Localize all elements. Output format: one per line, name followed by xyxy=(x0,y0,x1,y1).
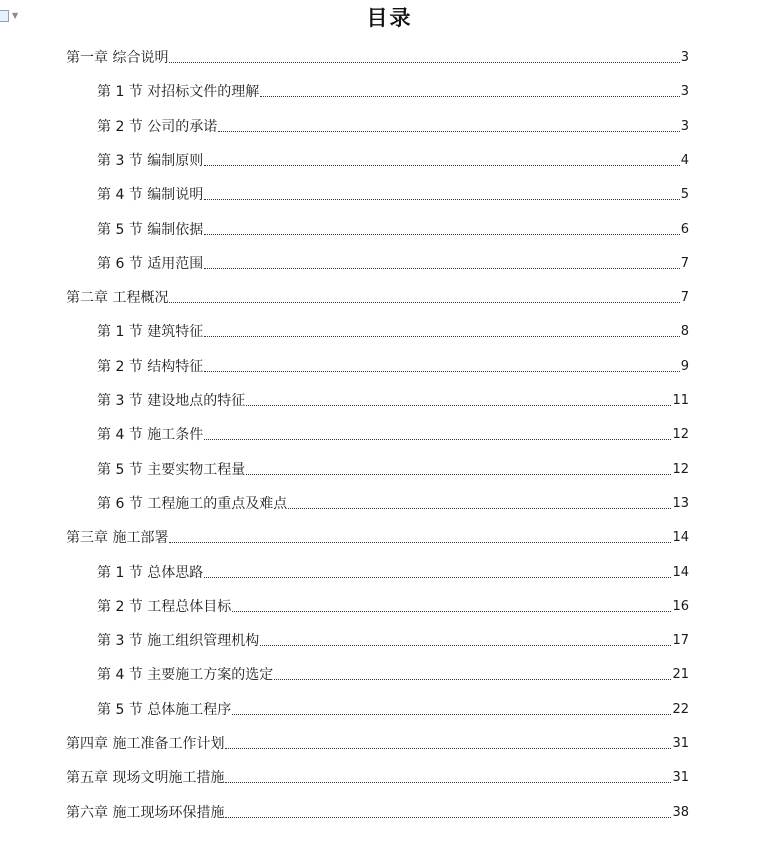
toc-page-number: 12 xyxy=(672,427,689,443)
toc-page-number: 7 xyxy=(680,255,689,271)
dot-leader xyxy=(204,199,679,200)
toc-chapter-entry[interactable] xyxy=(66,528,689,548)
dot-leader xyxy=(260,96,679,97)
toc-section-entry[interactable] xyxy=(97,425,689,445)
dot-leader xyxy=(232,611,671,612)
toc-page-number: 6 xyxy=(680,221,689,237)
toc-entry-label: 第 5 节 总体施工程序 xyxy=(97,701,232,718)
toc-entry-label: 第 2 节 公司的承诺 xyxy=(97,118,218,135)
dot-leader xyxy=(204,577,671,578)
dot-leader xyxy=(246,474,671,475)
toc-entry-label: 第五章 现场文明施工措施 xyxy=(66,770,225,787)
dot-leader xyxy=(204,371,679,372)
toc-entry-label: 第 1 节 建筑特征 xyxy=(97,324,204,341)
dot-leader xyxy=(246,405,671,406)
toc-page-number: 11 xyxy=(672,393,689,408)
toc-section-entry[interactable] xyxy=(97,254,689,274)
toc-entry-label: 第 3 节 编制原则 xyxy=(97,152,204,169)
toc-page-number: 3 xyxy=(680,118,689,134)
dot-leader xyxy=(169,302,679,303)
dot-leader xyxy=(225,817,671,818)
toc-page-number: 17 xyxy=(672,633,689,649)
toc-page-number: 9 xyxy=(680,358,689,374)
dot-leader xyxy=(225,782,671,783)
toc-section-entry[interactable] xyxy=(97,700,689,720)
toc-section-entry[interactable] xyxy=(97,117,689,137)
toc-page-number: 8 xyxy=(680,324,689,340)
toc-page-number: 3 xyxy=(680,50,689,65)
dot-leader xyxy=(169,542,671,543)
toc-entry-label: 第 6 节 适用范围 xyxy=(97,255,204,272)
toc-page-number: 22 xyxy=(672,701,689,717)
dot-leader xyxy=(204,165,679,166)
toc-entry-label: 第 3 节 施工组织管理机构 xyxy=(97,633,260,650)
toc-section-entry[interactable] xyxy=(97,151,689,171)
toc-section-entry[interactable] xyxy=(97,563,689,583)
dot-leader xyxy=(169,62,679,63)
toc-entry-label: 第 2 节 结构特征 xyxy=(97,358,204,375)
toc-page-number: 31 xyxy=(672,736,689,751)
cutoff-next-entry xyxy=(97,834,689,841)
toc-page-number: 38 xyxy=(672,804,689,820)
toc-entry-label: 第 6 节 工程施工的重点及难点 xyxy=(97,495,288,512)
toc-section-entry[interactable] xyxy=(97,322,689,342)
toc-page-number: 3 xyxy=(680,84,689,100)
toc-section-entry[interactable] xyxy=(97,82,689,102)
toc-page-number: 16 xyxy=(672,598,689,614)
toc-entry-label: 第 4 节 主要施工方案的选定 xyxy=(97,667,274,684)
toc-page-number: 21 xyxy=(672,667,689,683)
dot-leader xyxy=(204,439,671,440)
toc-entry-label: 第二章 工程概况 xyxy=(66,290,169,307)
toc-page-number: 12 xyxy=(672,461,689,477)
toc-page-number: 14 xyxy=(672,564,689,580)
toc-entry-label: 第三章 施工部署 xyxy=(66,530,169,547)
page-title: 目录 xyxy=(366,5,413,30)
toc-section-entry[interactable] xyxy=(97,391,689,411)
dot-leader xyxy=(204,336,679,337)
dot-leader xyxy=(232,714,671,715)
dot-leader xyxy=(225,748,671,749)
toc-chapter-entry[interactable] xyxy=(66,48,689,68)
toc-entry-label: 第四章 施工准备工作计划 xyxy=(66,736,225,752)
toc-entry-label: 第一章 综合说明 xyxy=(66,50,169,66)
toc-chapter-entry[interactable] xyxy=(66,734,689,754)
toc-section-entry[interactable] xyxy=(97,597,689,617)
toc-section-entry[interactable] xyxy=(97,631,689,651)
toc-chapter-entry[interactable] xyxy=(66,803,689,823)
toc-page-number: 5 xyxy=(680,187,689,203)
toc-section-entry[interactable] xyxy=(97,494,689,514)
dot-leader xyxy=(204,234,679,235)
toc-entry-label: 第 5 节 编制依据 xyxy=(97,221,204,238)
toc-chapter-entry[interactable] xyxy=(66,288,689,308)
toc-entry-label: 第六章 施工现场环保措施 xyxy=(66,804,225,821)
toc-chapter-entry[interactable] xyxy=(66,768,689,788)
toc-section-entry[interactable] xyxy=(97,185,689,205)
toc-page-number: 13 xyxy=(672,495,689,511)
toc-section-entry[interactable] xyxy=(97,665,689,685)
toc-entry-label: 第 4 节 施工条件 xyxy=(97,427,204,444)
dot-leader xyxy=(288,508,671,509)
toc-entry-label: 第 1 节 对招标文件的理解 xyxy=(97,84,260,101)
chevron-down-icon[interactable]: ▼ xyxy=(12,11,19,20)
toc-entry-label: 第 5 节 主要实物工程量 xyxy=(97,461,246,478)
toc-section-entry[interactable] xyxy=(97,220,689,240)
dot-leader xyxy=(274,679,671,680)
dot-leader xyxy=(218,131,679,132)
toc-entry-label: 第 4 节 编制说明 xyxy=(97,187,204,204)
dot-leader xyxy=(204,268,679,269)
toc-page-number: 7 xyxy=(680,290,689,306)
toc-page-number: 31 xyxy=(672,770,689,786)
toc-entry-label: 第 1 节 总体思路 xyxy=(97,564,204,581)
toc-section-entry[interactable] xyxy=(97,357,689,377)
toc-page-number: 14 xyxy=(672,530,689,546)
toc-page-number: 4 xyxy=(680,152,689,168)
dot-leader xyxy=(260,645,671,646)
toc-entry-label: 第 3 节 建设地点的特征 xyxy=(97,393,246,409)
toc-entry-label: 第 2 节 工程总体目标 xyxy=(97,598,232,615)
toc-section-entry[interactable] xyxy=(97,460,689,480)
